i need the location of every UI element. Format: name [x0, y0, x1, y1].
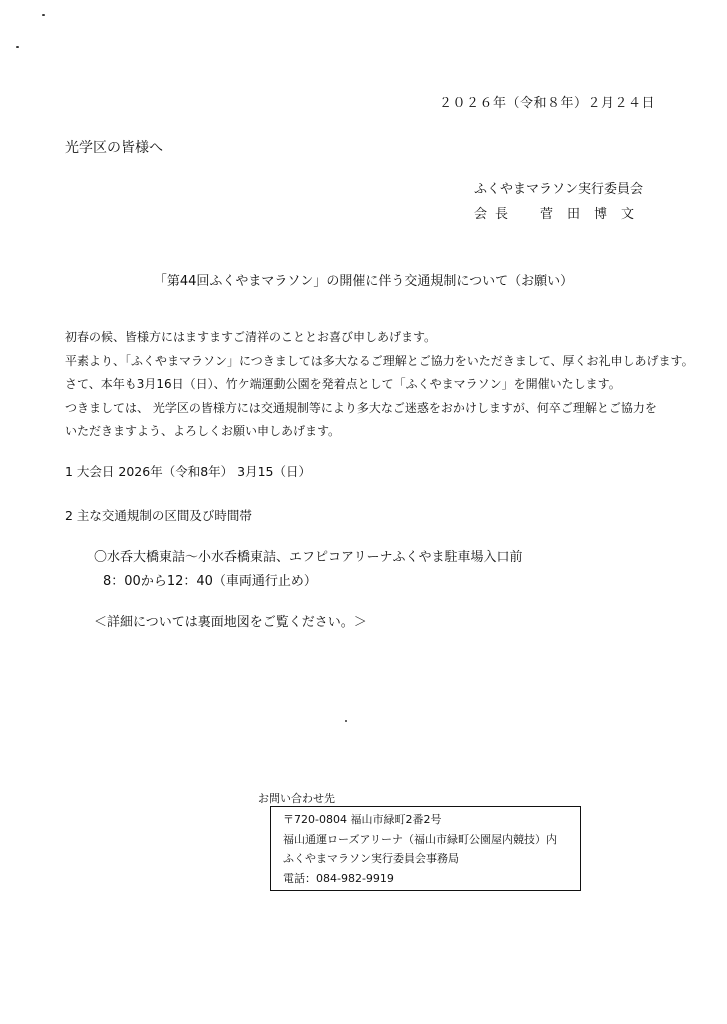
- body-text: [65, 326, 694, 444]
- sender-name: 菅田博文: [540, 207, 649, 222]
- scan-speck: [42, 14, 45, 16]
- contact-label: お問い合わせ先: [258, 792, 335, 805]
- section-traffic-heading: 2 主な交通規制の区間及び時間帯: [65, 508, 252, 523]
- scan-speck: [16, 46, 19, 48]
- scan-speck: [345, 720, 347, 722]
- traffic-route: 〇水呑大橋東詰～小水呑橋東詰、エフピコアリーナふくやま駐車場入口前: [94, 550, 523, 565]
- contact-phone: 電話：084-982-9919: [283, 871, 394, 885]
- sender-organization: ふくやまマラソン実行委員会: [474, 182, 644, 197]
- body-line: 初春の候、皆様方にはますますご清祥のこととお喜び申しあげます。: [65, 330, 437, 344]
- body-line: いただきますよう、よろしくお願い申しあげます。: [65, 424, 341, 438]
- addressee: 光学区の皆様へ: [65, 140, 163, 156]
- contact-venue: 福山通運ローズアリーナ（福山市緑町公園屋内競技）内: [283, 832, 558, 846]
- body-line: つきましては、 光学区の皆様方には交通規制等により多大なご迷惑をおかけしますが、何卒ご理解とご協力を: [65, 400, 657, 415]
- contact-address: 〒720-0804 福山市緑町2番2号: [283, 813, 442, 826]
- document-date: ２０２６年（令和８年）２月２４日: [438, 96, 655, 111]
- sender-signature: [474, 203, 648, 222]
- section-event-date: 1 大会日 2026年（令和8年） 3月15（日）: [65, 464, 311, 479]
- body-line: さて、本年も3月16日（日）、竹ケ端運動公園を発着点として「ふくやまマラソン」を開催いたします。: [65, 377, 621, 391]
- detail-note: ＜詳細については裏面地図をご覧ください。＞: [94, 615, 367, 630]
- contact-office: ふくやまマラソン実行委員会事務局: [283, 852, 459, 865]
- sender-role: 会長: [474, 207, 517, 222]
- contact-box: [270, 806, 581, 891]
- body-line: 平素より、「ふくやまマラソン」につきましては多大なるご理解とご協力をいただきまして、厚くお礼申しあげます。: [65, 353, 694, 368]
- document-title: 「第44回ふくやまマラソン」の開催に伴う交通規制について（お願い）: [153, 274, 574, 289]
- traffic-time: 8：00から12：40（車両通行止め）: [103, 574, 317, 589]
